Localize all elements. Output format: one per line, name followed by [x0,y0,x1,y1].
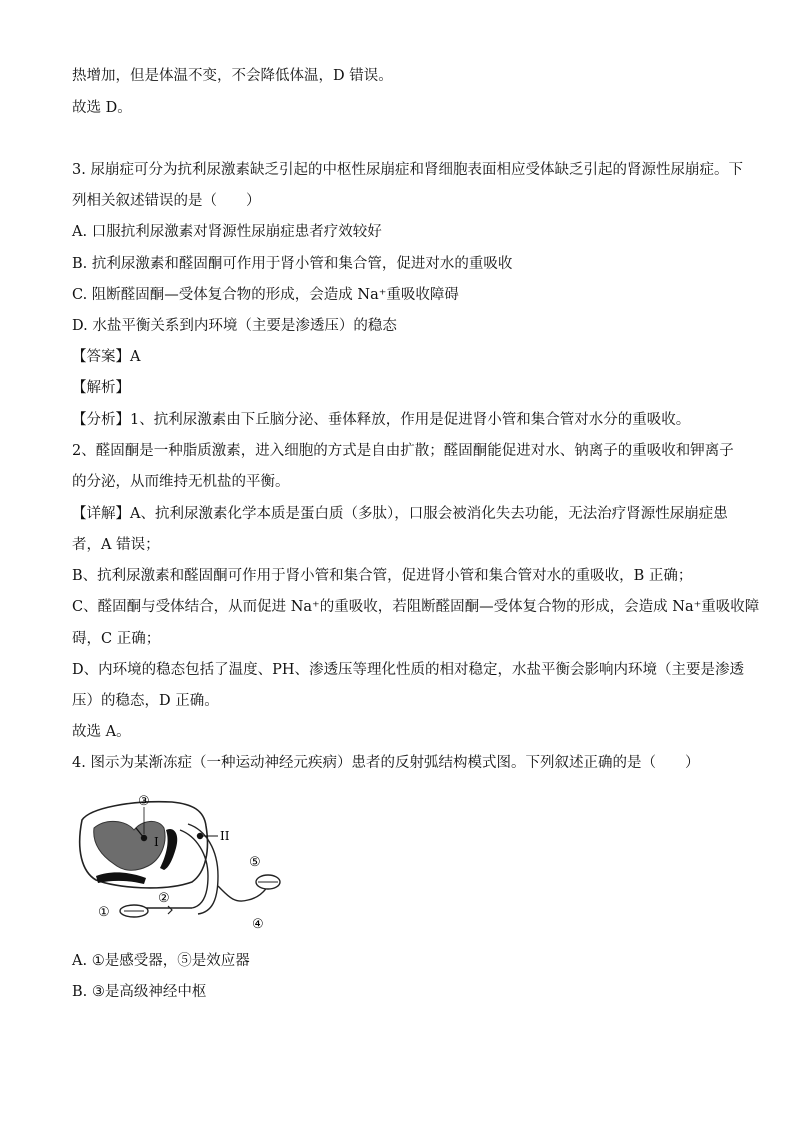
text-line: 2、醛固酮是一种脂质激素，进入细胞的方式是自由扩散；醛固酮能促进对水、钠离子的重吸收和钾离子 [72,443,734,459]
text-line: 热增加，但是体温不变，不会降低体温，D 错误。 [72,68,393,84]
reflex-arc-diagram [72,790,292,938]
label-3: ③ [138,794,150,809]
text-line: 【分析】1、抗利尿激素由下丘脑分泌、垂体释放，作用是促进肾小管和集合管对水分的重吸收。 [72,412,691,428]
text-line: B、抗利尿激素和醛固酮可作用于肾小管和集合管，促进肾小管和集合管对水的重吸收，B 正确； [72,568,693,584]
text-line: 压）的稳态，D 正确。 [72,693,219,709]
label-ii: II [220,829,230,843]
label-2: ② [158,891,170,906]
label-i: I [154,835,159,849]
text-line: 者，A 错误； [72,537,160,553]
option-c: C. 阻断醛固酮—受体复合物的形成，会造成 Na⁺重吸收障碍 [72,287,459,303]
option-d: D. 水盐平衡关系到内环境（主要是渗透压）的稳态 [72,318,397,334]
analysis-label: 【解析】 [72,380,130,396]
text-line: 故选 D。 [72,100,132,116]
text-line: 故选 A。 [72,724,131,740]
efferent-fiber [218,886,268,901]
text-line: 【详解】A、抗利尿激素化学本质是蛋白质（多肽），口服会被消化失去功能，无法治疗肾源性尿崩症患 [72,506,728,522]
text-line: 的分泌，从而维持无机盐的平衡。 [72,474,290,490]
text-line: D、内环境的稳态包括了温度、PH、渗透压等理化性质的相对稳定，水盐平衡会影响内环境（主要是渗透 [72,662,745,678]
option-a: A. ①是感受器，⑤是效应器 [72,953,250,969]
question-stem: 3. 尿崩症可分为抗利尿激素缺乏引起的中枢性尿崩症和肾细胞表面相应受体缺乏引起的肾源性尿崩症。下 [72,162,743,178]
option-b: B. ③是高级神经中枢 [72,984,207,1000]
text-line: C、醛固酮与受体结合，从而促进 Na⁺的重吸收，若阻断醛固酮—受体复合物的形成，会造成 Na⁺重吸收障 [72,599,760,615]
option-b: B. 抗利尿激素和醛固酮可作用于肾小管和集合管，促进对水的重吸收 [72,256,513,272]
label-4: ④ [252,917,264,932]
question-stem: 列相关叙述错误的是（ ） [72,193,261,209]
neuron-body-ii [197,833,203,839]
question-stem: 4. 图示为某渐冻症（一种运动神经元疾病）患者的反射弧结构模式图。下列叙述正确的是（ ） [72,755,700,771]
text-line: 碍，C 正确； [72,631,161,647]
label-1: ① [98,905,110,920]
answer-label: 【答案】A [72,349,141,365]
label-5: ⑤ [249,855,261,870]
option-a: A. 口服抗利尿激素对肾源性尿崩症患者疗效较好 [72,224,382,240]
